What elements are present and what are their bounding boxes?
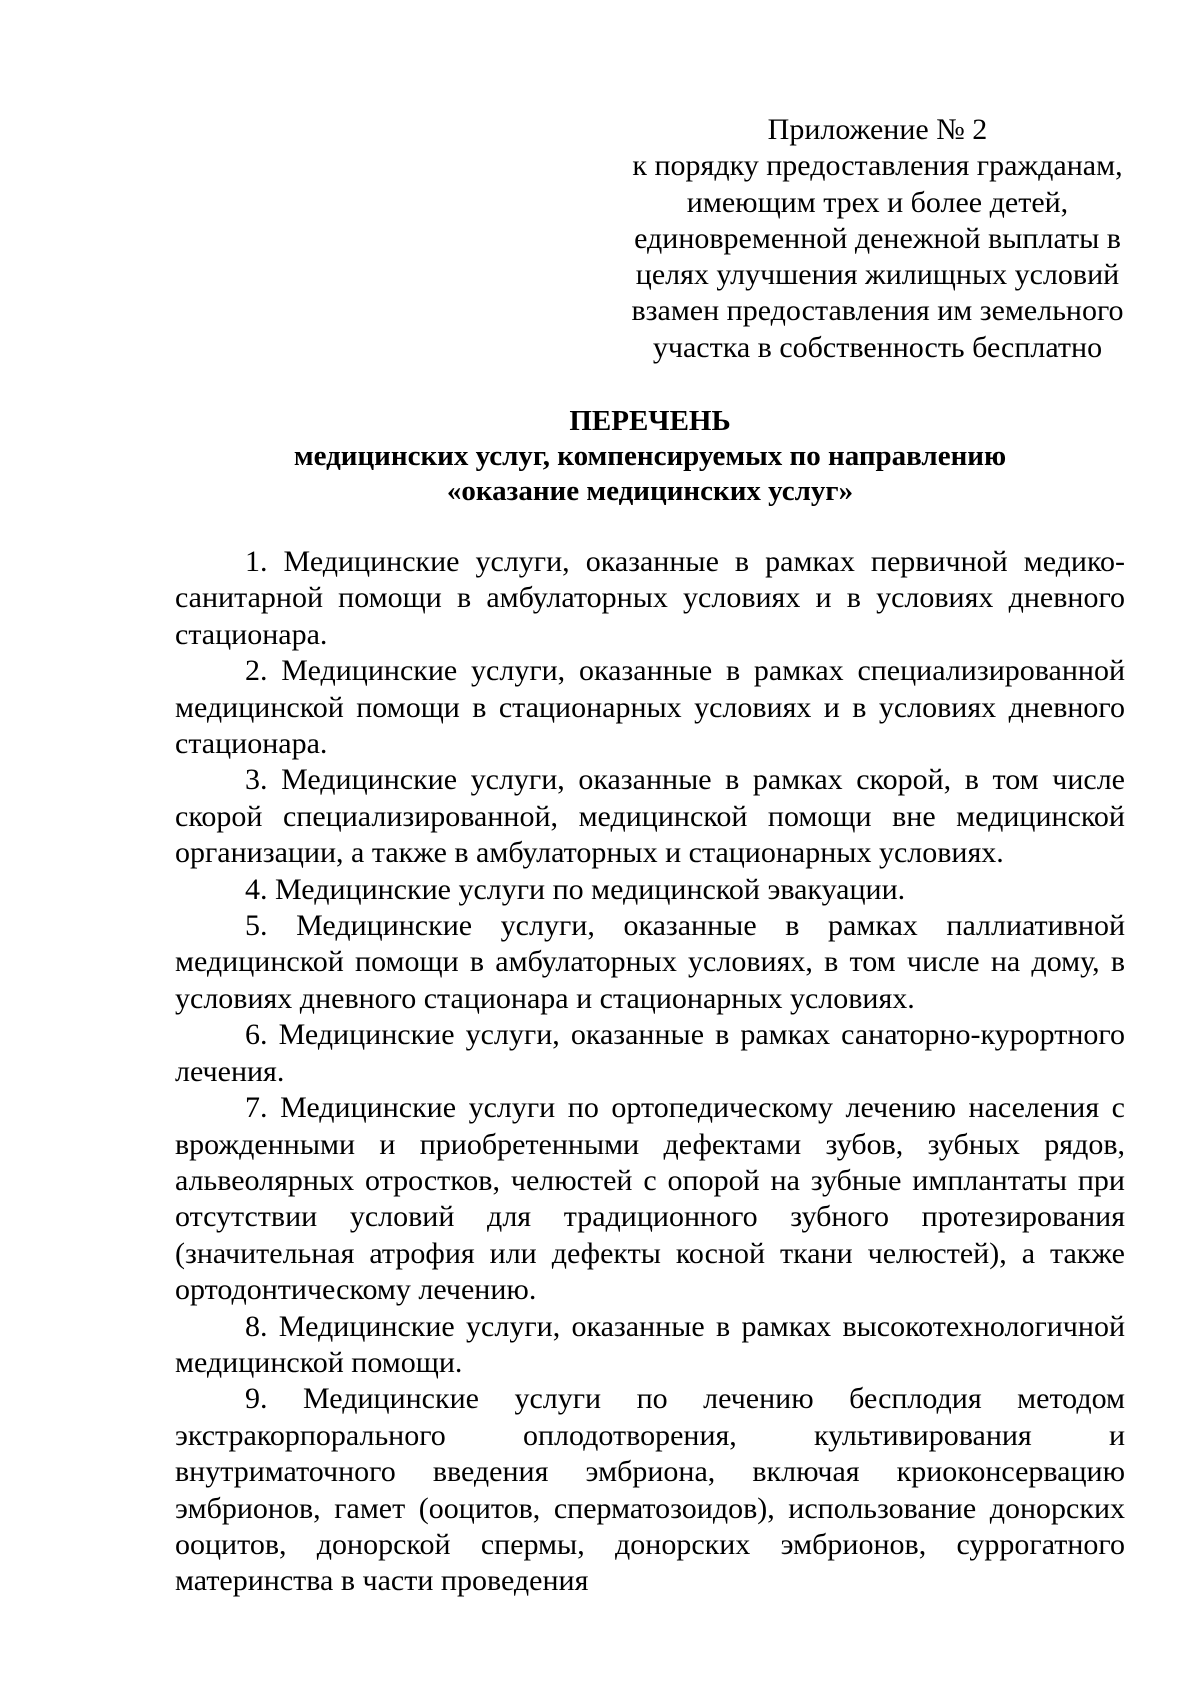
appendix-line: к порядку предоставления гражданам, <box>632 149 1123 183</box>
appendix-line: участка в собственность бесплатно <box>652 330 1103 364</box>
list-item: 9. Медицинские услуги по лечению бесплодия методом экстракорпорального оплодотворения, культивирования и внутриматочного введения эмбриона, включая криоконсервацию эмбрионов, гамет (ооцитов, сперматозоидов), использование донорских ооцитов, донорской спермы, донорских эмбрионов, суррогатного материнства в части проведения <box>175 1382 1125 1598</box>
list-item: 2. Медицинские услуги, оказанные в рамках специализированной медицинской помощи в стационарных условиях и в условиях дневного стационара. <box>175 654 1125 761</box>
document-subtitle-line-2: «оказание медицинских услуг» <box>446 475 854 507</box>
appendix-header <box>630 112 1125 366</box>
list-item: 3. Медицинские услуги, оказанные в рамках скорой, в том числе скорой специализированной, медицинской помощи вне медицинской организации, а также в амбулаторных и стационарных условиях. <box>175 763 1125 870</box>
appendix-line: имеющим трех и более детей, <box>686 185 1069 219</box>
list-item: 1. Медицинские услуги, оказанные в рамках первичной медико-санитарной помощи в амбулаторных условиях и в условиях дневного стационара. <box>175 545 1125 651</box>
document-subtitle-line-1: медицинских услуг, компенсируемых по направлению <box>293 440 1007 472</box>
appendix-line: единовременной денежной выплаты в <box>634 221 1121 255</box>
list-item: 7. Медицинские услуги по ортопедическому лечению населения с врожденными и приобретенными дефектами зубов, зубных рядов, альвеолярных отростков, челюстей с опорой на зубные имплантаты при отсутствии условий для традиционного зубного протезирования (значительная атрофия или дефекты косной ткани челюстей), а также ортодонтическому лечению. <box>175 1091 1125 1307</box>
appendix-line: взамен предоставления им земельного <box>631 294 1124 328</box>
document-title: ПЕРЕЧЕНЬ <box>569 405 731 437</box>
list-item: 8. Медицинские услуги, оказанные в рамках высокотехнологичной медицинской помощи. <box>175 1309 1125 1379</box>
list-item: 6. Медицинские услуги, оказанные в рамках санаторно-курортного лечения. <box>175 1018 1125 1088</box>
list-item: 4. Медицинские услуги по медицинской эвакуации. <box>245 872 906 906</box>
appendix-line: целях улучшения жилищных условий <box>635 258 1120 292</box>
services-list <box>175 544 1125 1600</box>
appendix-line: Приложение № 2 <box>767 113 988 146</box>
list-item: 5. Медицинские услуги, оказанные в рамках паллиативной медицинской помощи в амбулаторных условиях, в том числе на дому, в условиях дневного стационара и стационарных условиях. <box>175 909 1125 1015</box>
document-heading <box>175 404 1125 509</box>
